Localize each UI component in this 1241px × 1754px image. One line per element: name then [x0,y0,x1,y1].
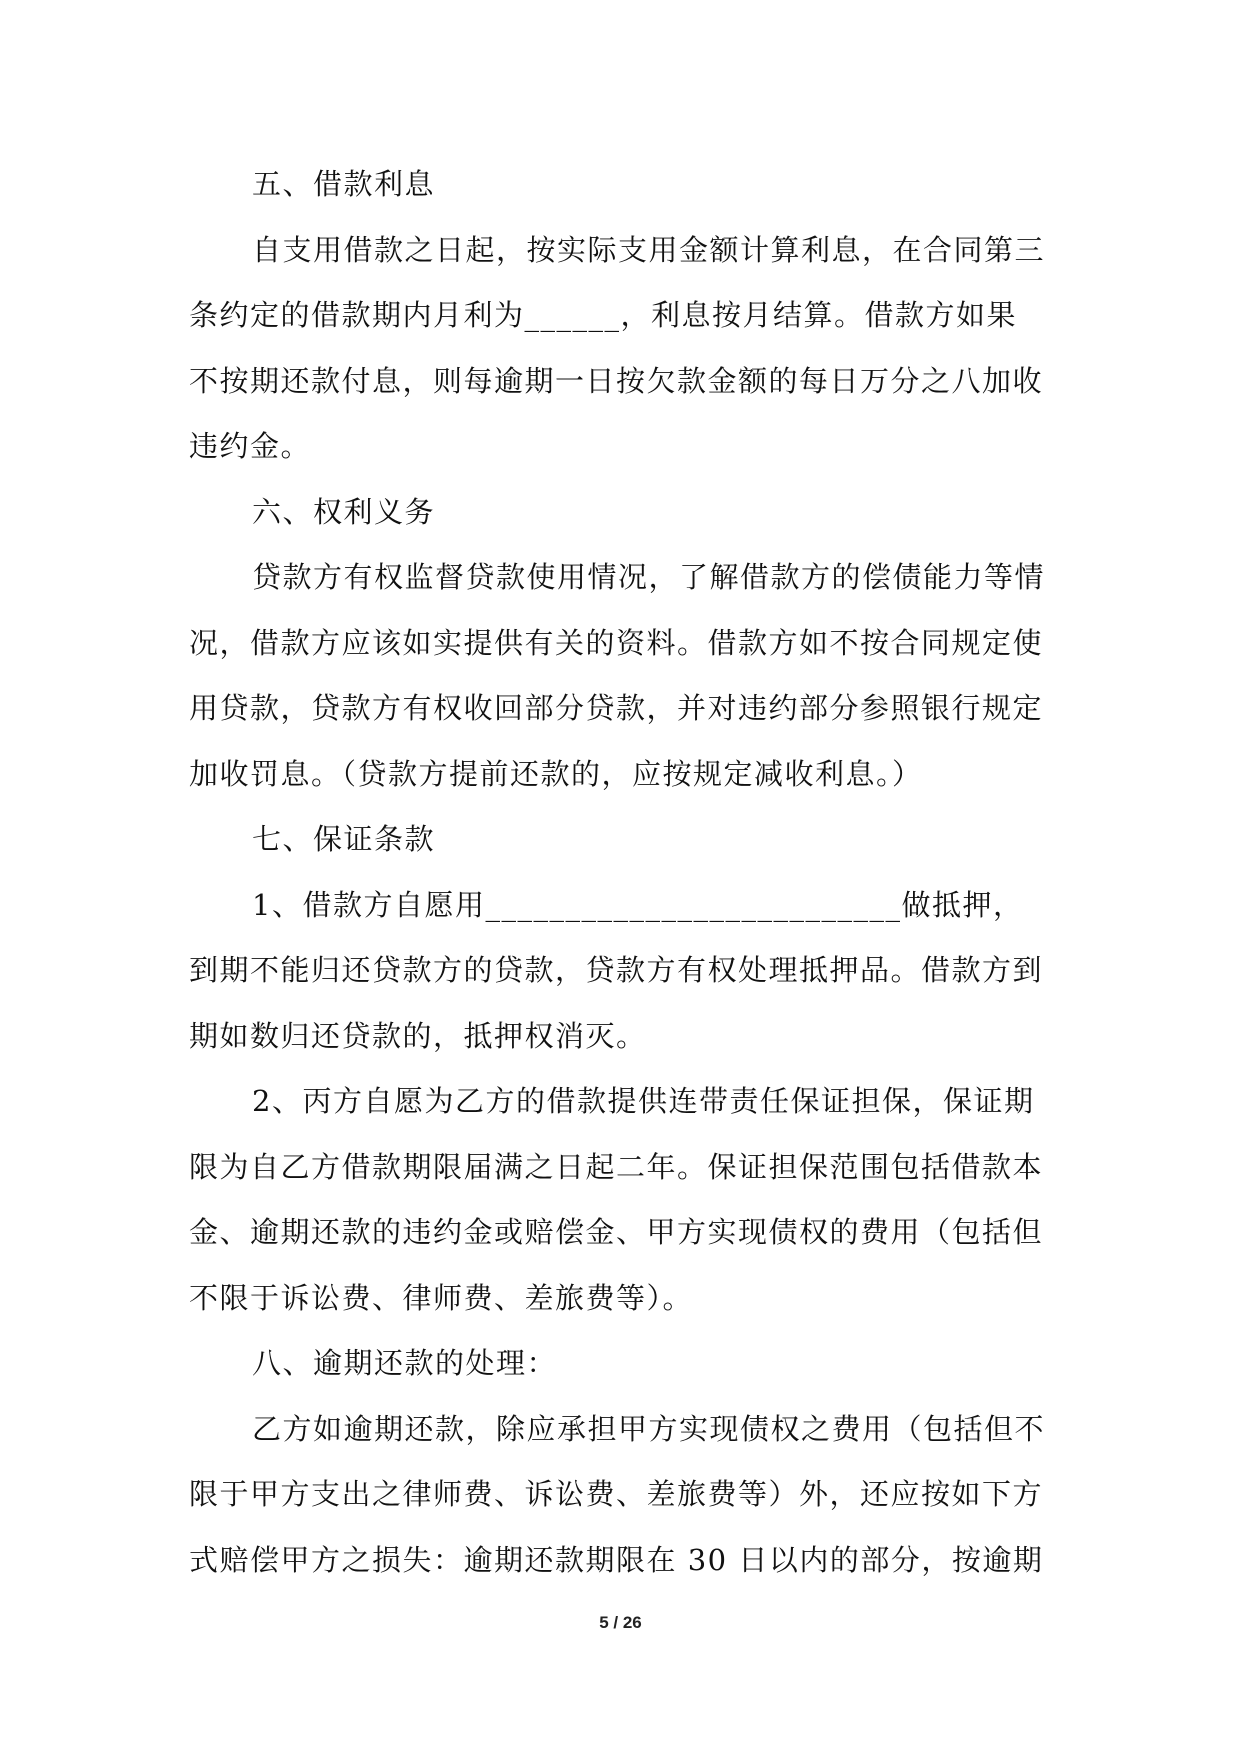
paragraph-line: 不按期还款付息，则每逾期一日按欠款金额的每日万分之八加收 [189,363,1044,398]
page-number: 5 / 26 [599,1613,642,1632]
paragraph-line: 到期不能归还贷款方的贷款，贷款方有权处理抵押品。借款方到 [189,953,1044,987]
paragraph-line: 条约定的借款期内月利为______，利息按月结算。借款方如果 [189,298,1018,332]
paragraph-line: 1、借款方自愿用__________________________做抵押， [252,887,1024,922]
paragraph-line: 不限于诉讼费、律师费、差旅费等）。 [189,1280,694,1315]
paragraph-line: 乙方如逾期还款，除应承担甲方实现债权之费用（包括但不 [252,1411,1046,1446]
document-body [189,152,1059,1593]
section-heading: 六、权利义务 [252,494,436,529]
paragraph-line: 金、逾期还款的违约金或赔偿金、甲方实现债权的费用（包括但 [189,1215,1044,1249]
section-heading: 七、保证条款 [252,822,436,856]
section-heading: 五、借款利息 [252,167,436,201]
paragraph-line: 限于甲方支出之律师费、诉讼费、差旅费等）外，还应按如下方 [189,1477,1044,1511]
paragraph-line: 加收罚息。（贷款方提前还款的，应按规定减收利息。） [189,756,923,791]
section-heading: 八、逾期还款的处理： [252,1346,558,1380]
paragraph-line: 贷款方有权监督贷款使用情况，了解借款方的偿债能力等情 [252,560,1046,594]
paragraph-line: 式赔偿甲方之损失：逾期还款期限在 30 日以内的部分，按逾期 [189,1542,1044,1577]
paragraph-line: 期如数归还贷款的，抵押权消灭。 [189,1018,647,1053]
paragraph-line: 用贷款，贷款方有权收回部分贷款，并对违约部分参照银行规定 [189,691,1044,725]
paragraph-line: 限为自乙方借款期限届满之日起二年。保证担保范围包括借款本 [189,1149,1044,1184]
paragraph-line: 违约金。 [189,429,312,463]
paragraph-line: 自支用借款之日起，按实际支用金额计算利息，在合同第三 [252,232,1046,267]
paragraph-line: 2、丙方自愿为乙方的借款提供连带责任保证担保，保证期 [252,1084,1035,1118]
paragraph-line: 况，借款方应该如实提供有关的资料。借款方如不按合同规定使 [189,625,1044,660]
